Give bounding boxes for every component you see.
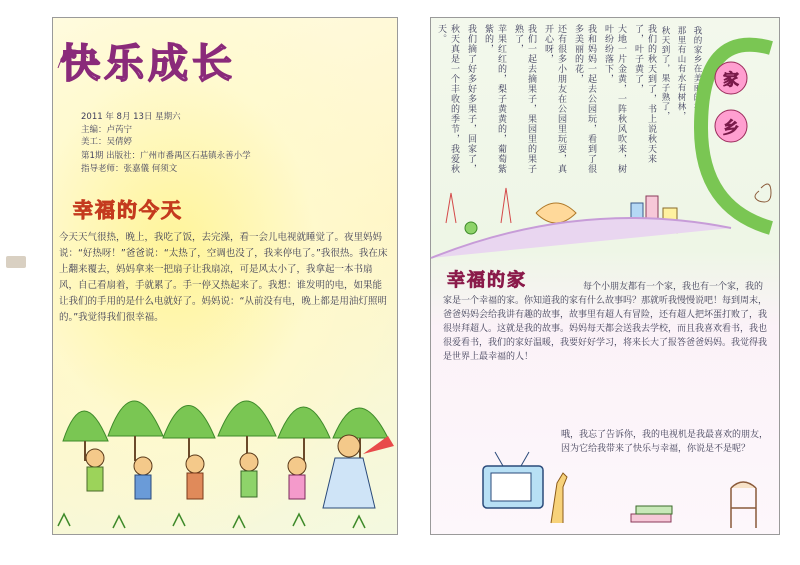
tv-icon xyxy=(483,452,543,508)
text-column: 秋天到了，果子熟了， xyxy=(660,26,670,121)
child-figure-icon xyxy=(240,453,258,497)
tree-icon xyxy=(218,401,276,436)
child-figure-icon xyxy=(86,449,104,491)
section-title: 幸福的家 xyxy=(447,270,527,291)
scan-mark xyxy=(6,256,26,268)
page-title: 快乐成长 xyxy=(60,41,236,87)
tree-icon xyxy=(278,407,330,438)
teacher-line: 指导老师：张嘉儀 何须文 xyxy=(81,164,178,174)
top-text-block xyxy=(436,24,657,174)
text-column: 我和妈妈一起去公园玩，看到了很多美丽的花， xyxy=(573,24,596,174)
tree-icon xyxy=(63,411,108,441)
tree-icon xyxy=(108,401,163,436)
tree-icon xyxy=(333,408,388,438)
article-paragraph: 今天天气很热，晚上，我吃了饭，去完澡，看一会儿电视就睡觉了。夜里妈妈说：“好热呀！”爸爸说：“太热了，空调也没了，我来停电了。”我很热。我在床上翻来覆去，妈妈拿来一把扇子让我扇凉，可是风太小了，我拿起一本书扇风，自己看扇着，手就累了。手一停又热起来了。我想：谁发明的电，如果能让我们的手用的是什么电就好了。妈妈说：“从前没有电，晚上都是用油灯照明的。”我觉得我们很幸福。 xyxy=(59,232,388,323)
forest-illustration xyxy=(53,366,397,538)
left-page xyxy=(52,17,398,535)
chair-icon xyxy=(731,482,756,528)
text-column: 秋天真是一个丰收的季节，我爱秋天。 xyxy=(436,24,459,174)
spiral-icon xyxy=(755,184,771,202)
text-column: 那里有山有水有树林， xyxy=(676,26,686,121)
section-title: 幸福的今天 xyxy=(73,198,183,222)
village-illustration xyxy=(431,168,731,258)
balloon-icon xyxy=(446,193,456,223)
child-figure-icon xyxy=(323,435,394,508)
badge-char: 家 xyxy=(723,70,740,89)
text-column: 我的家乡在美丽的番禺， xyxy=(692,26,702,131)
child-figure-icon xyxy=(186,455,204,499)
child-figure-icon xyxy=(134,457,152,499)
text-column: 还有很多小朋友在公园里玩耍，真开心呀， xyxy=(543,24,566,174)
editor-line: 主编：卢芮宁 xyxy=(81,125,133,135)
article-paragraph: 每个小朋友都有一个家，我也有一个家，我的家是一个幸福的家。你知道我的家有什么故事吗？那就听我慢慢说吧！每到周末，爸爸妈妈会给我讲有趣的故事，故事里有超人有冒险，还有超人把坏蛋打败了，我很崇拜超人。这就是我的故事。妈妈每天都会送我去学校，而且我喜欢看书，我也很爱看书，我们的家好温暖，我要好好学习，将来长大了报答爸爸妈妈。我觉得我是世界上最幸福的人！ xyxy=(443,282,768,362)
text-column: 大地一片金黄，一阵秋风吹来，树叶纷纷落下， xyxy=(603,24,626,174)
text-column: 苹果红红的，梨子黄黄的，葡萄紫紫的， xyxy=(483,24,506,174)
text-column: 我们一起去摘果子，果园里的果子熟了， xyxy=(513,24,536,174)
right-page xyxy=(430,17,780,535)
tree-icon xyxy=(163,406,215,439)
closing-text: 哦，我忘了告诉你，我的电视机是我最喜欢的朋友，因为它给我带来了快乐与幸福，你说是不是呢？ xyxy=(561,430,769,454)
title-decoration xyxy=(53,18,397,108)
publisher-line: 第1期 出版社：广州市番禺区石基镇永善小学 xyxy=(81,151,251,161)
flower-icon xyxy=(536,203,576,223)
child-figure-icon xyxy=(288,457,306,499)
text-column: 我们的秋天到了，书上说秋天来了，叶子黄了， xyxy=(633,24,656,164)
books-icon xyxy=(631,506,672,522)
date-line: 2011 年 8月 13日 星期六 xyxy=(81,112,181,122)
bottom-illustration xyxy=(431,428,779,536)
text-column: 我们摘了好多好多果子，回家了， xyxy=(466,24,476,174)
artist-line: 美工：吴倩婷 xyxy=(81,137,133,147)
badge-char: 乡 xyxy=(723,118,740,137)
giraffe-icon xyxy=(551,473,567,523)
